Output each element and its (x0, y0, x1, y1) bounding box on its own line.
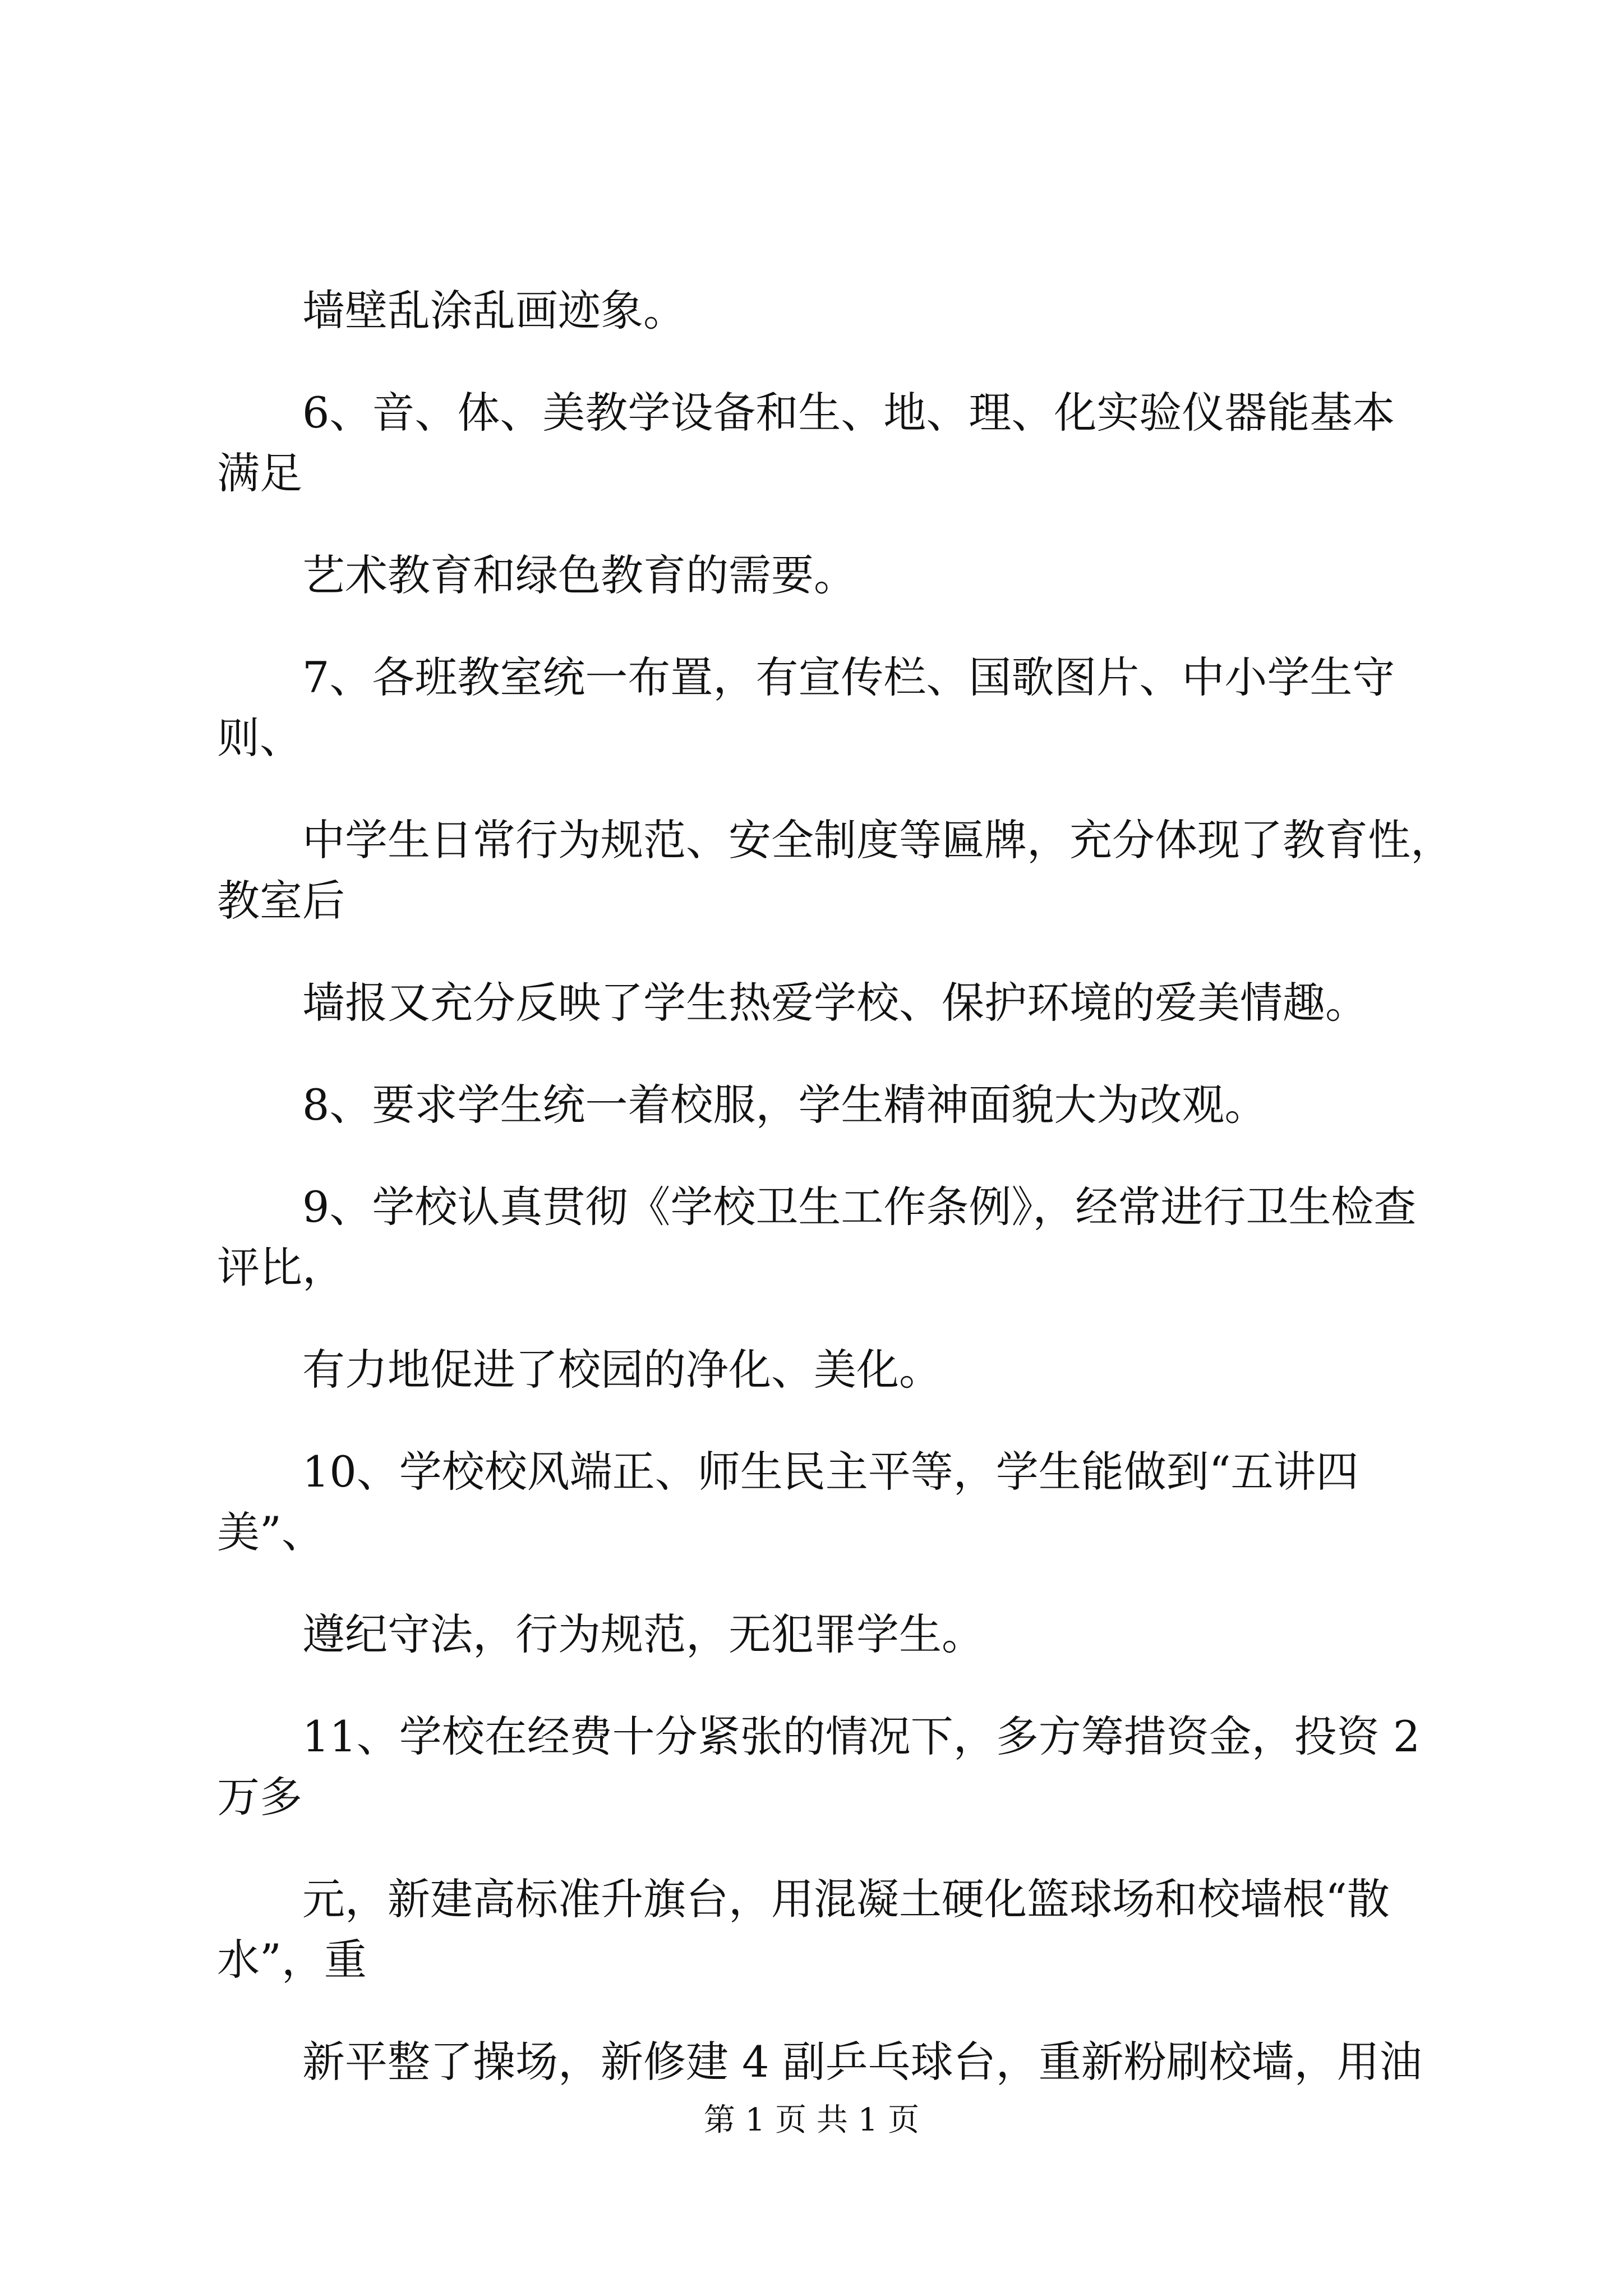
text-line: 7、各班教室统一布置，有宣传栏、国歌图片、中小学生守 (302, 652, 1395, 702)
text-line: 则、 (217, 713, 302, 763)
text-line: 艺术教育和绿色教育的需要。 (302, 550, 856, 600)
text-line: 墙壁乱涂乱画迹象。 (302, 286, 686, 335)
text-line: 10、学校校风端正、师生民主平等，学生能做到“五讲四 (302, 1447, 1359, 1497)
text-line: 6、音、体、美教学设备和生、地、理、化实验仪器能基本 (302, 388, 1395, 438)
text-line: 美”、 (217, 1507, 324, 1557)
text-line: 8、要求学生统一着校服，学生精神面貌大为改观。 (302, 1080, 1267, 1130)
text-line: 9、学校认真贯彻《学校卫生工作条例》，经常进行卫生检查 (302, 1182, 1417, 1232)
text-line: 11、学校在经费十分紧张的情况下，多方筹措资金，投资 2 (302, 1711, 1421, 1761)
text-line: 万多 (217, 1772, 302, 1822)
document-body (217, 280, 1453, 2092)
text-line: 评比， (217, 1243, 345, 1292)
page-number-label: 第 1 页 共 1 页 (703, 2102, 920, 2138)
text-line: 满足 (217, 448, 302, 498)
text-line: 中学生日常行为规范、安全制度等匾牌，充分体现了教育性， (302, 815, 1453, 865)
text-line: 遵纪守法，行为规范，无犯罪学生。 (302, 1609, 984, 1659)
text-line: 水”，重 (217, 1935, 367, 1985)
text-line: 教室后 (217, 876, 345, 926)
page-footer (0, 2101, 1623, 2140)
text-line: 有力地促进了校园的净化、美化。 (302, 1345, 942, 1395)
text-line: 墙报又充分反映了学生热爱学校、保护环境的爱美情趣。 (302, 978, 1368, 1028)
text-line: 元，新建高标准升旗台，用混凝土硬化篮球场和校墙根“散 (302, 1874, 1390, 1924)
text-line: 新平整了操场，新修建 4 副乒乓球台，重新粉刷校墙，用油 (302, 2037, 1422, 2087)
